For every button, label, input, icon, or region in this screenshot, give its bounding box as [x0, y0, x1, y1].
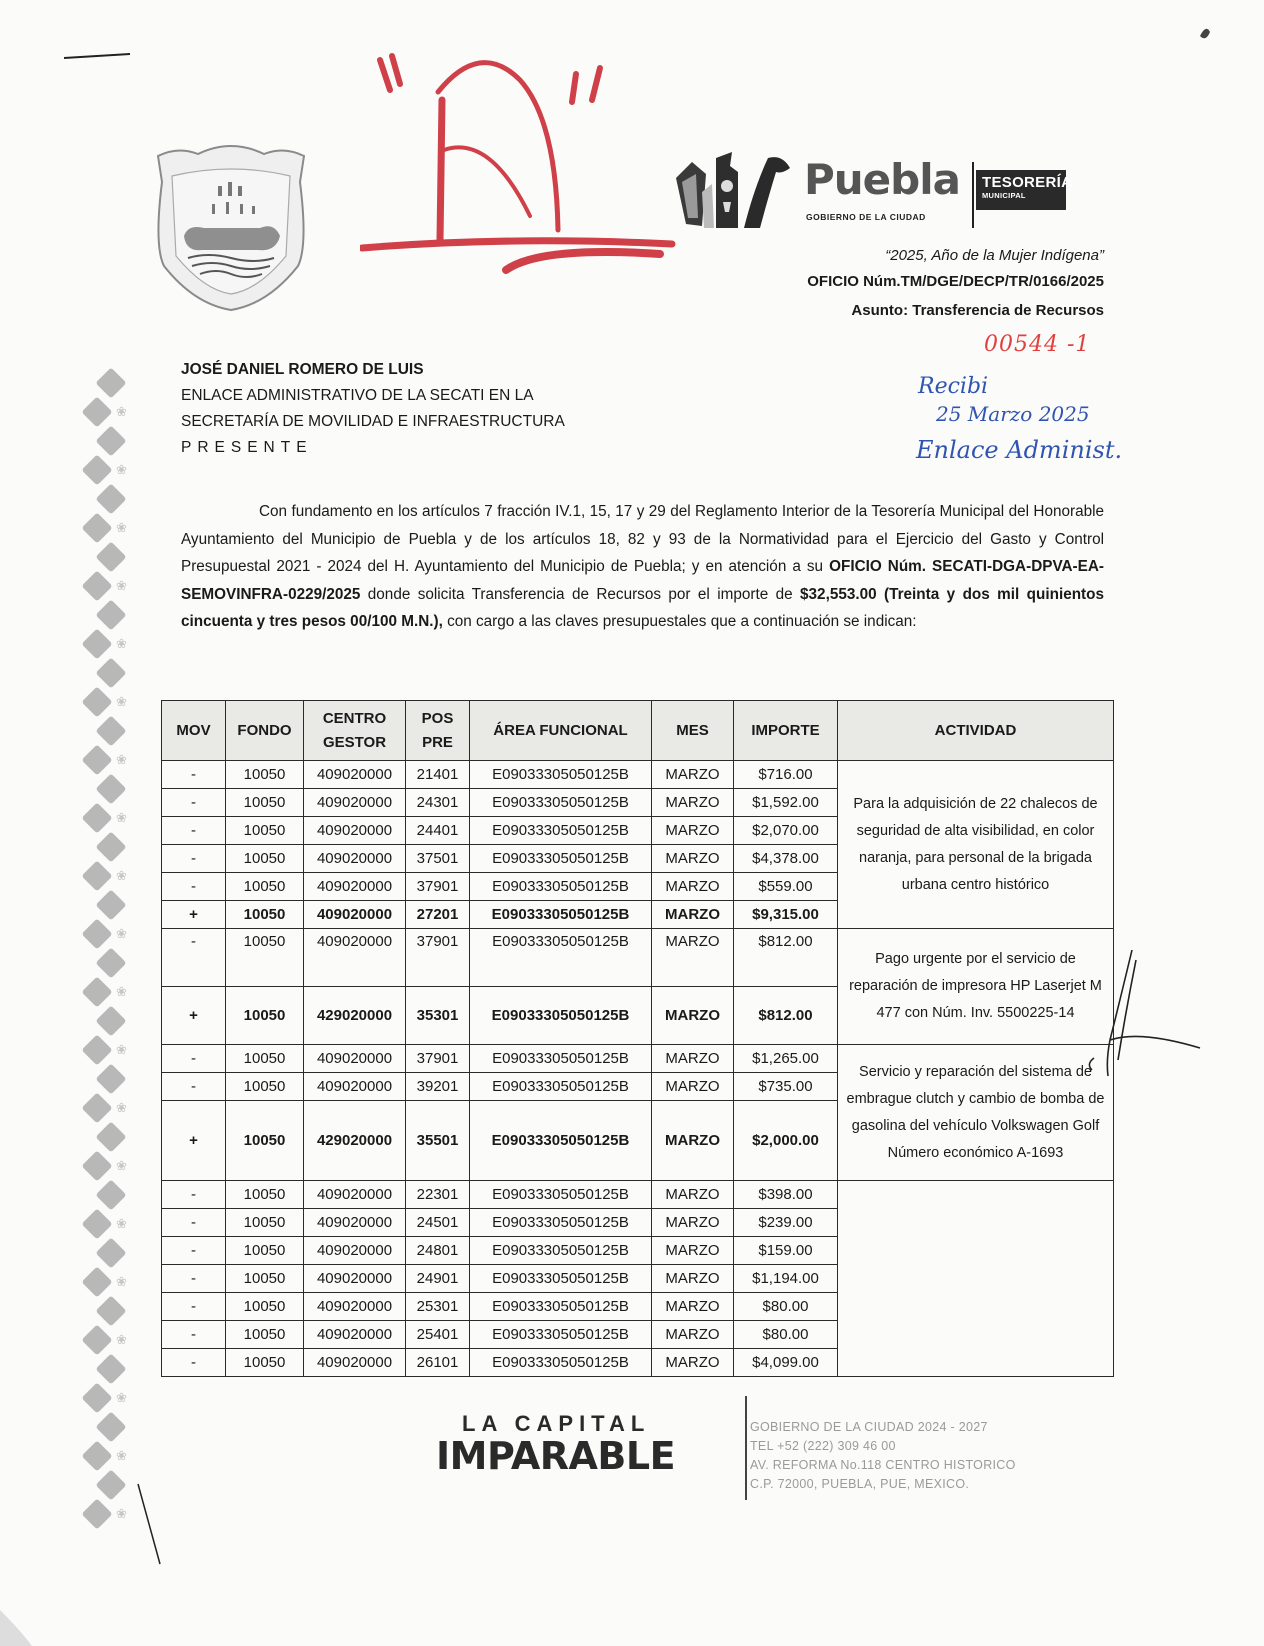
cell-importe: $159.00 [734, 1237, 838, 1265]
border-leaf: ❀ [116, 404, 127, 419]
border-diamond [95, 715, 126, 746]
addressee-title-2: SECRETARÍA DE MOVILIDAD E INFRAESTRUCTURA [181, 413, 565, 430]
cell-pos-pre: 37901 [406, 929, 470, 987]
border-diamond [81, 1208, 112, 1239]
presente-label: PRESENTE [181, 439, 313, 456]
cell-mes: MARZO [652, 1073, 734, 1101]
cell-fondo: 10050 [226, 817, 304, 845]
border-diamond [81, 918, 112, 949]
cell-centro-gestor: 409020000 [304, 1209, 406, 1237]
cell-area-funcional: E09033305050125B [470, 1265, 652, 1293]
cell-pos-pre: 25301 [406, 1293, 470, 1321]
border-leaf: ❀ [116, 1216, 127, 1231]
cell-area-funcional: E09033305050125B [470, 845, 652, 873]
cell-actividad: Servicio y reparación del sistema de embrague clutch y cambio de bomba de gasolina del vehículo Volkswagen Golf Número económico A-1693 [838, 1045, 1114, 1181]
cell-fondo: 10050 [226, 1293, 304, 1321]
border-diamond [81, 454, 112, 485]
col-header-mov: MOV [162, 701, 226, 761]
cell-centro-gestor: 409020000 [304, 1265, 406, 1293]
cell-fondo: 10050 [226, 845, 304, 873]
cell-fondo: 10050 [226, 1073, 304, 1101]
border-diamond [95, 541, 126, 572]
cell-mov: - [162, 789, 226, 817]
body-text-1: Con fundamento en los artículos 7 fracción IV.1, 15, 17 y 29 del Reglamento Interior de la Tesorería Municipal del Honorable Ayuntamiento del Municipio de Puebla y de los artículos 18, 82 y 93 de la Normatividad para el Ejercicio del Gasto y Control Presupuestal 2021 - 2024 del H. Ayuntamiento del Municipio de Puebla; y en atención a su [181, 503, 1104, 575]
cell-centro-gestor: 409020000 [304, 1073, 406, 1101]
body-text-2: donde solicita Transferencia de Recursos por el importe de [360, 585, 801, 603]
cell-mov: - [162, 1321, 226, 1349]
cell-fondo: 10050 [226, 1181, 304, 1209]
addressee-title-1: ENLACE ADMINISTRATIVO DE LA SECATI EN LA [181, 387, 534, 404]
cell-actividad: Pago urgente por el servicio de reparación de impresora HP Laserjet M 477 con Núm. Inv. 5500225-14 [838, 929, 1114, 1045]
cell-fondo: 10050 [226, 761, 304, 789]
cell-mov: - [162, 1349, 226, 1377]
footer-divider [745, 1396, 747, 1500]
border-diamond [81, 1266, 112, 1297]
border-diamond [81, 1034, 112, 1065]
addressee-name: JOSÉ DANIEL ROMERO DE LUIS [181, 361, 424, 378]
cell-fondo: 10050 [226, 789, 304, 817]
border-diamond [95, 367, 126, 398]
city-landmarks-icon [672, 148, 796, 230]
slogan-top: LA CAPITAL [462, 1411, 651, 1436]
cell-importe: $1,592.00 [734, 789, 838, 817]
cell-mes: MARZO [652, 1349, 734, 1377]
cell-importe: $4,378.00 [734, 845, 838, 873]
cell-centro-gestor: 409020000 [304, 873, 406, 901]
border-leaf: ❀ [116, 636, 127, 651]
cell-mes: MARZO [652, 1321, 734, 1349]
handwritten-received-by: Enlace Administ. [916, 436, 1123, 464]
border-diamond [95, 1237, 126, 1268]
cell-pos-pre: 39201 [406, 1073, 470, 1101]
border-diamond [81, 512, 112, 543]
brand-name: Puebla [804, 155, 960, 204]
brand-subtitle: GOBIERNO DE LA CIUDAD [806, 212, 926, 222]
border-diamond [95, 1353, 126, 1384]
border-diamond [95, 947, 126, 978]
cell-area-funcional: E09033305050125B [470, 1321, 652, 1349]
cell-fondo: 10050 [226, 987, 304, 1045]
cell-fondo: 10050 [226, 1045, 304, 1073]
cell-fondo: 10050 [226, 1101, 304, 1181]
cell-pos-pre: 37901 [406, 1045, 470, 1073]
cell-mov: + [162, 987, 226, 1045]
col-header-importe: IMPORTE [734, 701, 838, 761]
cell-fondo: 10050 [226, 873, 304, 901]
cell-importe: $80.00 [734, 1293, 838, 1321]
cell-centro-gestor: 409020000 [304, 1045, 406, 1073]
cell-area-funcional: E09033305050125B [470, 1293, 652, 1321]
border-diamond [81, 1150, 112, 1181]
cell-area-funcional: E09033305050125B [470, 1349, 652, 1377]
body-text-3: con cargo a las claves presupuestales que a continuación se indican: [442, 613, 917, 630]
cell-area-funcional: E09033305050125B [470, 987, 652, 1045]
cell-centro-gestor: 409020000 [304, 1237, 406, 1265]
cell-centro-gestor: 409020000 [304, 817, 406, 845]
cell-importe: $716.00 [734, 761, 838, 789]
cell-importe: $1,265.00 [734, 1045, 838, 1073]
border-diamond [81, 1092, 112, 1123]
cell-pos-pre: 24501 [406, 1209, 470, 1237]
cell-importe: $812.00 [734, 929, 838, 987]
cell-fondo: 10050 [226, 1265, 304, 1293]
cell-mov: - [162, 761, 226, 789]
border-leaf: ❀ [116, 984, 127, 999]
table-row [162, 1181, 1114, 1209]
cell-mov: + [162, 1101, 226, 1181]
border-leaf: ❀ [116, 520, 127, 535]
table-row [162, 761, 1114, 789]
cell-fondo: 10050 [226, 1349, 304, 1377]
border-leaf: ❀ [116, 1274, 127, 1289]
cell-mov: - [162, 1237, 226, 1265]
page-corner [0, 1600, 40, 1646]
border-diamond [95, 1121, 126, 1152]
cell-importe: $4,099.00 [734, 1349, 838, 1377]
border-leaf: ❀ [116, 578, 127, 593]
cell-actividad: Para la adquisición de 22 chalecos de seguridad de alta visibilidad, en color naranja, para personal de la brigada urbana centro histórico [838, 761, 1114, 929]
cell-mov: - [162, 929, 226, 987]
col-header-pos-pre: POS PRE [406, 701, 470, 761]
border-leaf: ❀ [116, 1448, 127, 1463]
border-diamond [81, 686, 112, 717]
footer-phone: TEL +52 (222) 309 46 00 [750, 1439, 896, 1453]
cell-mov: - [162, 1265, 226, 1293]
border-diamond [81, 1498, 112, 1529]
cell-centro-gestor: 429020000 [304, 987, 406, 1045]
border-leaf: ❀ [116, 1506, 127, 1521]
border-diamond [95, 1295, 126, 1326]
cell-mes: MARZO [652, 817, 734, 845]
city-crest-icon [148, 136, 314, 312]
cell-centro-gestor: 409020000 [304, 1349, 406, 1377]
cell-importe: $735.00 [734, 1073, 838, 1101]
cell-centro-gestor: 409020000 [304, 761, 406, 789]
cell-importe: $812.00 [734, 987, 838, 1045]
border-diamond [95, 1411, 126, 1442]
border-leaf: ❀ [116, 694, 127, 709]
cell-mes: MARZO [652, 987, 734, 1045]
col-header-mes: MES [652, 701, 734, 761]
year-motto: “2025, Año de la Mujer Indígena” [885, 247, 1104, 264]
cell-fondo: 10050 [226, 1321, 304, 1349]
cell-centro-gestor: 409020000 [304, 929, 406, 987]
cell-area-funcional: E09033305050125B [470, 761, 652, 789]
cell-pos-pre: 24401 [406, 817, 470, 845]
border-diamond [95, 889, 126, 920]
puebla-tesoreria-logo [672, 148, 1092, 234]
tesoreria-badge [976, 170, 1073, 210]
cell-mes: MARZO [652, 1045, 734, 1073]
cell-mes: MARZO [652, 901, 734, 929]
cell-pos-pre: 21401 [406, 761, 470, 789]
cell-mes: MARZO [652, 789, 734, 817]
cell-area-funcional: E09033305050125B [470, 1209, 652, 1237]
cell-importe: $2,000.00 [734, 1101, 838, 1181]
border-diamond [95, 1469, 126, 1500]
cell-pos-pre: 37901 [406, 873, 470, 901]
cell-area-funcional: E09033305050125B [470, 817, 652, 845]
subject-line: Asunto: Transferencia de Recursos [851, 302, 1104, 319]
cell-mes: MARZO [652, 1237, 734, 1265]
border-diamond [81, 396, 112, 427]
border-diamond [95, 425, 126, 456]
cell-fondo: 10050 [226, 901, 304, 929]
cell-area-funcional: E09033305050125B [470, 1045, 652, 1073]
footer-contact-info [750, 1418, 1016, 1494]
cell-mov: - [162, 1293, 226, 1321]
footer-address: AV. REFORMA No.118 CENTRO HISTORICO [750, 1458, 1016, 1472]
cell-mov: + [162, 901, 226, 929]
cell-pos-pre: 37501 [406, 845, 470, 873]
border-leaf: ❀ [116, 1100, 127, 1115]
cell-actividad [838, 1181, 1114, 1377]
cell-area-funcional: E09033305050125B [470, 1181, 652, 1209]
table-header-row [162, 701, 1114, 761]
border-leaf: ❀ [116, 1390, 127, 1405]
cell-pos-pre: 22301 [406, 1181, 470, 1209]
cell-mes: MARZO [652, 873, 734, 901]
cell-mes: MARZO [652, 1101, 734, 1181]
department-name: TESORERÍA [982, 174, 1073, 191]
department-sub: MUNICIPAL [982, 191, 1026, 200]
border-diamond [95, 1005, 126, 1036]
border-leaf: ❀ [116, 1158, 127, 1173]
border-leaf: ❀ [116, 810, 127, 825]
border-diamond [95, 1063, 126, 1094]
cell-mes: MARZO [652, 761, 734, 789]
border-diamond [95, 599, 126, 630]
col-header-fondo: FONDO [226, 701, 304, 761]
cell-pos-pre: 24901 [406, 1265, 470, 1293]
cell-centro-gestor: 409020000 [304, 1293, 406, 1321]
cell-area-funcional: E09033305050125B [470, 1073, 652, 1101]
cell-fondo: 10050 [226, 1237, 304, 1265]
cell-area-funcional: E09033305050125B [470, 873, 652, 901]
cell-mov: - [162, 873, 226, 901]
scan-mark-corner [1196, 22, 1216, 46]
cell-area-funcional: E09033305050125B [470, 901, 652, 929]
cell-pos-pre: 35301 [406, 987, 470, 1045]
cell-pos-pre: 25401 [406, 1321, 470, 1349]
red-pencil-annotation [360, 40, 720, 310]
cell-mov: - [162, 1045, 226, 1073]
cell-mov: - [162, 1073, 226, 1101]
border-leaf: ❀ [116, 1332, 127, 1347]
cell-pos-pre: 26101 [406, 1349, 470, 1377]
border-diamond [95, 483, 126, 514]
border-diamond [81, 976, 112, 1007]
cell-importe: $239.00 [734, 1209, 838, 1237]
cell-centro-gestor: 429020000 [304, 1101, 406, 1181]
cell-area-funcional: E09033305050125B [470, 929, 652, 987]
border-leaf: ❀ [116, 868, 127, 883]
referenced-oficio: OFICIO Núm. SECATI-DGA-DPVA-EA-SEMOVINFRA-0229/2025 [181, 558, 1105, 603]
cell-centro-gestor: 409020000 [304, 901, 406, 929]
border-diamond [81, 1324, 112, 1355]
footer-postal: C.P. 72000, PUEBLA, PUE, MEXICO. [750, 1477, 970, 1491]
footer-government: GOBIERNO DE LA CIUDAD 2024 - 2027 [750, 1420, 988, 1434]
cell-mes: MARZO [652, 1265, 734, 1293]
cell-pos-pre: 24301 [406, 789, 470, 817]
border-diamond [81, 744, 112, 775]
cell-centro-gestor: 409020000 [304, 845, 406, 873]
col-header-centro-gestor: CENTRO GESTOR [304, 701, 406, 761]
cell-importe: $2,070.00 [734, 817, 838, 845]
signature [1080, 940, 1210, 1090]
la-capital-imparable-logo [436, 1412, 706, 1476]
handwritten-received-date: 25 Marzo 2025 [936, 402, 1090, 426]
border-diamond [95, 831, 126, 862]
cell-importe: $80.00 [734, 1321, 838, 1349]
cell-fondo: 10050 [226, 929, 304, 987]
col-header-actividad: ACTIVIDAD [838, 701, 1114, 761]
handwritten-received: Recibi [918, 374, 989, 399]
oficio-number: OFICIO Núm.TM/DGE/DECP/TR/0166/2025 [807, 273, 1104, 290]
border-diamond [81, 1440, 112, 1471]
budget-transfer-table [161, 700, 1114, 1377]
transfer-amount: $32,553.00 (Treinta y dos mil quinientos cincuenta y tres pesos 00/100 M.N.), [181, 585, 1104, 630]
cell-mes: MARZO [652, 929, 734, 987]
addressee-block [181, 357, 565, 461]
cell-mov: - [162, 845, 226, 873]
body-paragraph [181, 498, 1104, 636]
decorative-border [78, 372, 138, 1552]
cell-fondo: 10050 [226, 1209, 304, 1237]
cell-pos-pre: 24801 [406, 1237, 470, 1265]
border-leaf: ❀ [116, 926, 127, 941]
cell-importe: $398.00 [734, 1181, 838, 1209]
cell-mov: - [162, 1181, 226, 1209]
cell-centro-gestor: 409020000 [304, 1181, 406, 1209]
border-leaf: ❀ [116, 1042, 127, 1057]
cell-centro-gestor: 409020000 [304, 1321, 406, 1349]
cell-mes: MARZO [652, 845, 734, 873]
handwritten-folio: 00544 -1 [984, 332, 1091, 357]
cell-area-funcional: E09033305050125B [470, 1237, 652, 1265]
border-leaf: ❀ [116, 752, 127, 767]
cell-pos-pre: 35501 [406, 1101, 470, 1181]
border-leaf: ❀ [116, 462, 127, 477]
border-diamond [95, 1179, 126, 1210]
cell-mov: - [162, 1209, 226, 1237]
cell-area-funcional: E09033305050125B [470, 1101, 652, 1181]
border-diamond [95, 773, 126, 804]
cell-mes: MARZO [652, 1293, 734, 1321]
cell-area-funcional: E09033305050125B [470, 789, 652, 817]
border-diamond [81, 1382, 112, 1413]
border-diamond [81, 802, 112, 833]
border-diamond [95, 657, 126, 688]
cell-mov: - [162, 817, 226, 845]
col-header-area-funcional: ÁREA FUNCIONAL [470, 701, 652, 761]
cell-centro-gestor: 409020000 [304, 789, 406, 817]
table-row [162, 1045, 1114, 1073]
border-diamond [81, 628, 112, 659]
slogan-bottom: IMPARABLE [436, 1434, 676, 1478]
cell-pos-pre: 27201 [406, 901, 470, 929]
cell-importe: $559.00 [734, 873, 838, 901]
cell-mes: MARZO [652, 1181, 734, 1209]
logo-divider [972, 162, 974, 228]
border-diamond [81, 860, 112, 891]
cell-importe: $1,194.00 [734, 1265, 838, 1293]
cell-importe: $9,315.00 [734, 901, 838, 929]
table-row [162, 929, 1114, 987]
border-diamond [81, 570, 112, 601]
scan-mark [60, 46, 140, 66]
cell-mes: MARZO [652, 1209, 734, 1237]
